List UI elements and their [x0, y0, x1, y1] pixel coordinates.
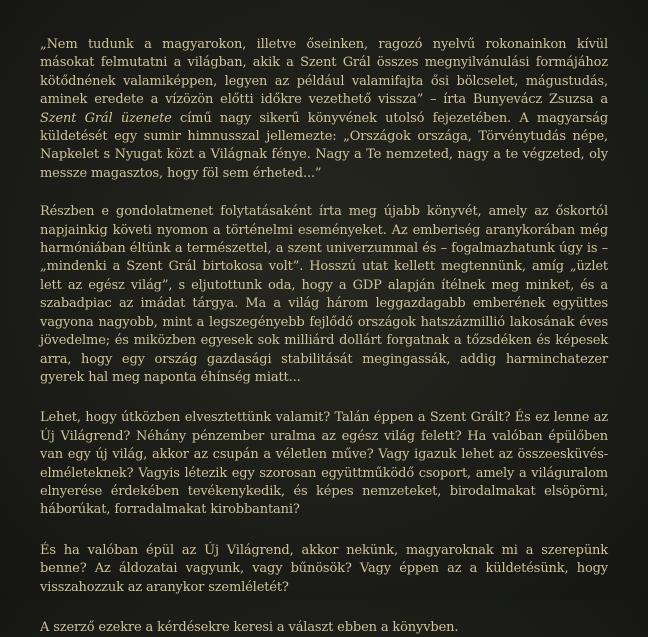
paragraph-closing: A szerző ezekre a kérdésekre keresi a választ ebben a könyvben. — [40, 619, 459, 635]
paragraph-history: Részben e gondolatmenet folytatásaként írta meg újabb könyvét, amely az őskortól napjainkig követi nyomon a történelmi eseményeket. Az emberiség aranykorában még harmóniában éltünk a természettel, a szent univerzummal és – fogalmazhatunk úgy is – „mindenki a Szent Grál birtokosa volt”. Hosszú utat kellett megtennünk, amíg „üzlet lett az egész világ”, s eljutottunk oda, hogy a GDP alapján ítélnek meg minket, és a szabadpiac az imádat tárgya. Ma a világ három leggazdagabb emberének együttes vagyona nagyobb, mint a legszegényebb fejlődő országok hatszázmillió lakosának éves jövedelme; és miközben egyesek sok milliárd dollárt forgatnak a tőzsdéken és képesek arra, hogy egy ország gazdasági stabilitását megingassák, addig harminchatezer gyerek hal meg naponta éhínség miatt... — [40, 204, 608, 385]
book-title-italic: Szent Grál üzenete — [40, 110, 172, 126]
paragraph-questions: Lehet, hogy útközben elvesztettünk valamit? Talán éppen a Szent Grált? És ez lenne az Új Világrend? Néhány pénzember uralma az egész világ felett? Ha valóban épülőben van egy új világ, akkor az csupán a véletlen műve? Vagy igazuk lehet az összeesküvés-elméleteknek? Vagyis létezik egy szorosan együttműködő csoport, amely a világuralom elnyerése érdekében tevékenykedik, és képes nemzeteket, birodalmakat elsöpörni, háborúkat, forradalmakat kirobbantani? — [40, 410, 608, 518]
intro-quote-continuation: című nagy sikerű könyvének utolsó fejezetében. A magyarság küldetését egy sumir himnusszal jellemezte: „Országok országa, Törvénytudás népe, Napkelet s Nyugat közt a Világnak fénye. Nagy a Te nemzeted, nagy a te végzeted, oly messze magasztos, hogy föl sem érheted...” — [40, 110, 609, 181]
intro-quote-text: „Nem tudunk a magyarokon, illetve őseinken, ragozó nyelvű rokonainkon kívül másokat felmutatni a világban, akik a Szent Grál összes megnyilvánulási formájához kötődnének valamiképpen, legyen az például valamifajta ősi bölcselet, mágustudás, aminek eredete a vízözön előtti időkre vezethető vissza” – írta Bunyevácz Zsuzsa a — [40, 37, 608, 108]
paragraph-hungarian-role: És ha valóban épül az Új Világrend, akkor nekünk, magyaroknak mi a szerepünk benne? Az áldozatai vagyunk, vagy bűnösök? Vagy éppen az a küldetésünk, hogy visszahozzuk az aranykor szemléletét? — [40, 542, 608, 595]
paragraph-intro-quote — [40, 36, 608, 183]
